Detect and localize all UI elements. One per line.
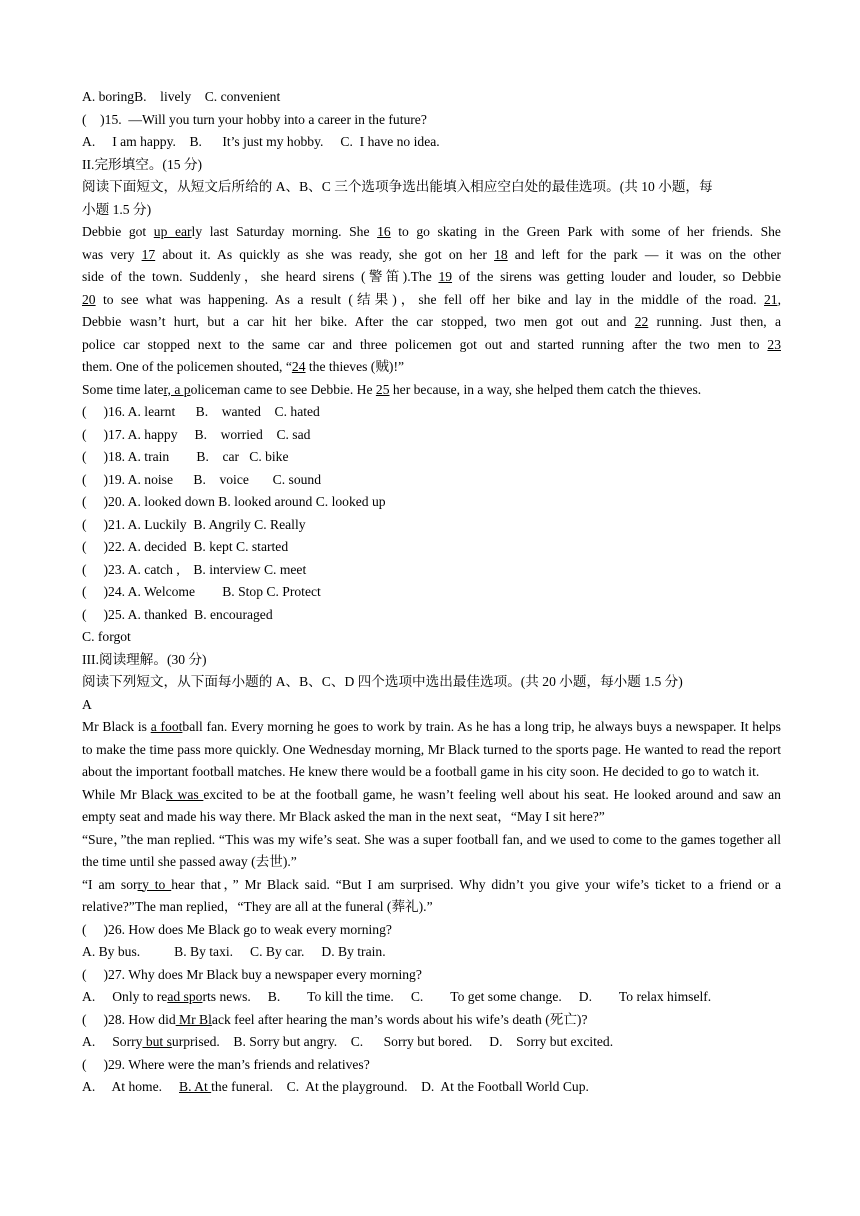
- question-18: ( )18. A. train B. car C. bike: [82, 449, 289, 464]
- underline-span: B. At: [179, 1079, 212, 1094]
- passage-line: Some time later, a policeman came to see Debbie. He 25 her because, in a way, she helped them catch the thieves.: [82, 381, 702, 397]
- reading-paragraph-3: “Sure，”the man replied. “This was my wife’s seat. She was a super football fan, and we used to come to the games together all the time until she passed away (去世).”: [82, 831, 781, 869]
- passage-line: Debbie got up early last Saturday morning. She 16 to go skating in the Green Park with some of her friends. She: [82, 224, 781, 239]
- question-19: ( )19. A. noise B. voice C. sound: [82, 471, 322, 487]
- q15-stem: ( )15. —Will you turn your hobby into a career in the future?: [82, 111, 427, 127]
- underline-span: Mr Bl: [175, 1011, 212, 1027]
- question-26-stem: ( )26. How does Me Black go to weak every morning?: [82, 921, 392, 937]
- question-29-options: A. At home. B. At the funeral. C. At the playground. D. At the Football World Cup.: [82, 1079, 589, 1094]
- question-28-stem: ( )28. How did Mr Black feel after hearing the man’s words about his wife’s death (死亡)?: [82, 1011, 588, 1027]
- question-22: ( )22. A. decided B. kept C. started: [82, 539, 289, 554]
- passage-line: Debbie wasn’t hurt, but a car hit her bike. After the car stopped, two men got out and 22 running. Just then, a: [82, 314, 781, 329]
- question-26-options: A. By bus. B. By taxi. C. By car. D. By train.: [82, 944, 386, 959]
- question-27-options: A. Only to read sports news. B. To kill the time. C. To get some change. D. To relax himself.: [82, 989, 712, 1004]
- question-25-option-c: C. forgot: [82, 629, 131, 644]
- reading-paragraph-4: “I am sorry to hear that，” Mr Black said. “But I am surprised. Why didn’t you give your wife’s ticket to a friend or a relative?”The man replied，“They are all at the funeral (葬礼).”: [82, 876, 781, 914]
- question-17: ( )17. A. happy B. worried C. sad: [82, 426, 311, 442]
- underline-span: ry to: [137, 876, 172, 892]
- passage-line: was very 17 about it. As quickly as she was ready, she got on her 18 and left for the park — it was on the other: [82, 246, 781, 262]
- q14-options: A. boringB. lively C. convenient: [82, 89, 281, 104]
- passage-line: side of the town. Suddenly，she heard sirens (警笛).The 19 of the sirens was getting louder and louder, so Debbie: [82, 269, 781, 284]
- passage-line: 20 to see what was happening. As a result (结果)，she fell off her bike and lay in the middle of the road. 21,: [82, 291, 781, 307]
- blank-24: 24: [291, 359, 306, 374]
- passage-line: police car stopped next to the same car and three policemen got out and started running after the two men to 23: [82, 336, 781, 352]
- blank-21: 21,: [764, 291, 781, 307]
- question-16: ( )16. A. learnt B. wanted C. hated: [82, 404, 320, 419]
- underline-span: a foot: [150, 719, 183, 734]
- blank-20: 20: [82, 291, 96, 307]
- underline-span: but s: [142, 1034, 172, 1049]
- underline-span: up ear: [153, 224, 192, 239]
- blank-22: 22: [634, 314, 649, 329]
- question-25: ( )25. A. thanked B. encouraged: [82, 606, 273, 622]
- blank-19: 19: [438, 269, 453, 284]
- blank-16: 16: [377, 224, 391, 239]
- question-24: ( )24. A. Welcome B. Stop C. Protect: [82, 584, 321, 599]
- exam-page: [82, 86, 781, 1099]
- question-27-stem: ( )27. Why does Mr Black buy a newspaper every morning?: [82, 966, 422, 982]
- q15-options: A. I am happy. B. It’s just my hobby. C. I have no idea.: [82, 134, 440, 149]
- underline-span: k was: [166, 786, 204, 802]
- reading-paragraph-2: While Mr Black was excited to be at the football game, he wasn’t feeling well about his seat. He looked around and saw an empty seat and made his way there. Mr Black asked the man in the next seat，“May I sit here?”: [82, 786, 781, 824]
- passage-line: them. One of the policemen shouted, “24 the thieves (贼)!”: [82, 359, 404, 374]
- question-23: ( )23. A. catch , B. interview C. meet: [82, 561, 307, 577]
- passage-label-a: A: [82, 696, 92, 712]
- question-28-options: A. Sorry but surprised. B. Sorry but angry. C. Sorry but bored. D. Sorry but excited.: [82, 1034, 614, 1049]
- blank-25: 25: [375, 381, 390, 397]
- underline-span: r, a p: [163, 381, 191, 397]
- section2-heading: II.完形填空。(15 分): [82, 156, 203, 172]
- section2-instruction-line2: 小题 1.5 分): [82, 201, 152, 217]
- section2-instruction-line1: 阅读下面短文，从短文后所给的 A、B、C 三个选项争选出能填入相应空白处的最佳选项。(共 10 小题，每: [82, 179, 713, 194]
- question-20: ( )20. A. looked down B. looked around C. looked up: [82, 494, 386, 509]
- blank-18: 18: [494, 246, 508, 262]
- cloze-passage: [82, 221, 781, 401]
- blank-23: 23: [767, 336, 781, 352]
- blank-17: 17: [141, 246, 156, 262]
- reading-paragraph-1: Mr Black is a football fan. Every morning he goes to work by train. As he has a long trip, he always buys a newspaper. It helps to make the time pass more quickly. One Wednesday morning, Mr Black turned to the sports page. He wanted to read the report about the important football matches. He knew there would be a football game in his city soon. He decided to go to watch it.: [82, 719, 781, 779]
- question-21: ( )21. A. Luckily B. Angrily C. Really: [82, 516, 306, 532]
- underline-span: ad spo: [167, 989, 203, 1004]
- section3-heading: III.阅读理解。(30 分): [82, 651, 207, 667]
- section3-instruction: 阅读下列短文，从下面每小题的 A、B、C、D 四个选项中选出最佳选项。(共 20 小题，每小题 1.5 分): [82, 674, 683, 689]
- question-29-stem: ( )29. Where were the man’s friends and relatives?: [82, 1056, 370, 1072]
